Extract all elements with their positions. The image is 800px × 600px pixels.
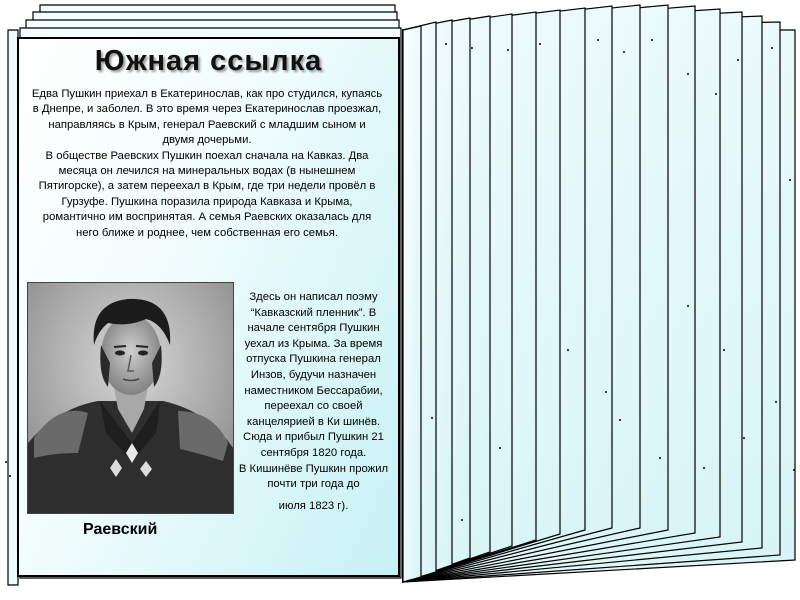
portrait-image	[28, 283, 233, 513]
right-page-fan	[403, 5, 795, 582]
side-text-block	[231, 290, 396, 514]
raevsky-portrait	[27, 282, 234, 514]
paragraph-1: Едва Пушкин приехал в Екатеринослав, как про студился, купаясь в Днепре, и заболел. В это время через Екатеринослав проезжал, направляясь в Крым, генерал Раевский с младшим сыном и двумя дочерьми.	[31, 88, 383, 147]
side-paragraph: Здесь он написал поэму “Кавказский пленник”. В начале сентября Пушкин уехал из Крыма. За время отпуска Пушкина генерал Инзов, будучи назначен наместником Бессарабии, переехал со своей канцелярией в Ки шинёв. Сюда и прибыл Пушкин 21 сентября 1820 года.	[243, 291, 384, 459]
side-paragraph-3: июля 1823 г).	[278, 499, 349, 512]
portrait-caption: Раевский	[83, 521, 158, 538]
slide-title: Южная ссылка	[94, 45, 323, 77]
slide-page	[17, 37, 400, 577]
side-paragraph-2: В Кишинёве Пушкин прожил почти три года до	[238, 462, 389, 491]
main-text-block	[31, 87, 383, 241]
paragraph-2: В обществе Раевских Пушкин поехал сначала на Кавказ. Два месяца он лечился на минеральных водах (в нынешнем Пятигорске), а затем переехал в Крым, где три недели провёл в Гурзуфе. Пушкина поразила природа Кавказа и Крыма, романтично им воспринятая. А семья Раевских оказалась для него ближе и роднее, чем собственная его семья.	[38, 149, 376, 239]
